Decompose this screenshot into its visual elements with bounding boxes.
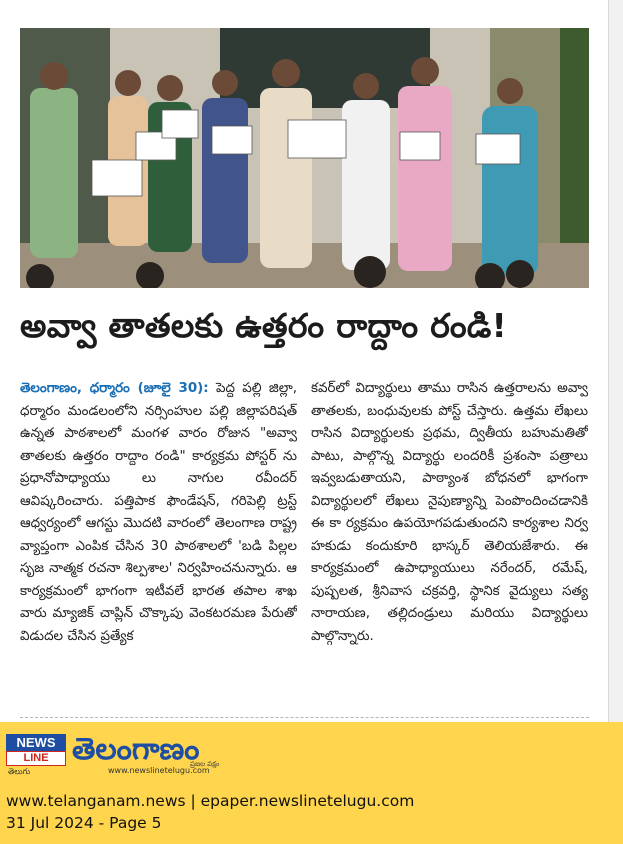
article-headline: అవ్వా తాతలకు ఉత్తరం రాద్దాం రండి!: [20, 306, 507, 345]
brand-tagline: ప్రజల పక్షం: [190, 760, 220, 768]
newsline-logo: [6, 734, 66, 776]
footer-links[interactable]: www.telanganam.news | epaper.newslinetelugu.com: [6, 792, 415, 810]
logo-line-text: LINE: [6, 751, 66, 766]
page-edge: [608, 0, 623, 722]
divider: [20, 717, 589, 718]
footer-date-page: 31 Jul 2024 - Page 5: [6, 814, 162, 832]
article-dateline: తెలంగాణం, ధర్మారం (జూలై 30):: [20, 381, 209, 396]
article-text-col1: పెద్ద పల్లి జిల్లా, ధర్మారం మండలంలోని నర్సింహుల పల్లి జిల్లాపరిషత్ ఉన్నత పాఠశాలలో మంగళ వారం రోజున "అవ్వా తాతలకు ఉత్తరం రాద్దాం రండి" కార్యక్రమ పోస్టర్ ను ప్రధానోపాధ్యాయు లు నాగుల రవీందర్ ఆవిష్కరించారు. పత్తిపాక ఫౌండేషన్, గరిపెల్లి ట్రస్ట్ ఆధ్వర్యంలో ఆగస్టు మొదటి వారంలో తెలంగాణ రాష్ట్ర వ్యాప్తంగా ఎంపిక చేసిన 30 పాఠశాలలో 'బడి పిల్లల సృజ నాత్మక రచనా శిల్పశాల' నిర్వహించనున్నారు. ఆ కార్యక్రమంలో భాగంగా ఇటీవలే భారత తపాల శాఖ వారు మ్యాజిక్ చాప్లిన్ చొక్కాపు వెంకటరమణ పేరుతో విడుదల చేసిన ప్రత్యేక: [20, 381, 297, 644]
article-text-col2: కవర్‌లో విద్యార్థులు తాము రాసిన ఉత్తరాలను అవ్వా తాతలకు, బంధువులకు పోస్ట్ చేస్తారు. ఉత్తమ లేఖలు రాసిన విద్యార్థులకు ప్రథమ, ద్వితీయ బహుమతితో పాటు, పాల్గొన్న విద్యార్థు లందరికీ ప్రశంసా పత్రాలు ఇవ్వబడుతాయని, పాఠ్యాంశ బోధనలో భాగంగా విద్యార్థులలో లేఖలు నైపుణ్యాన్ని పెంపొందించడానికి ఈ కా ర్యక్రమం ఉపయోగపడుతుందని కార్యశాల నిర్వ హకుడు కందుకూరి భాస్కర్ తెలియజేశారు. ఈ కార్యక్రమంలో ఉపాధ్యాయులు నరేందర్, రమేష్, పుష్పలత, శ్రీనివాస చక్రవర్తి, స్థానిక వైద్యులు సత్య నారాయణ, తల్లిదండ్రులు మరియు విద్యార్థులు పాల్గొన్నారు.: [311, 381, 588, 644]
logo-sub-text: తెలుగు: [8, 767, 31, 776]
brand-url: www.newslinetelugu.com: [108, 766, 210, 775]
news-photo: [20, 28, 589, 288]
article-body: [20, 378, 589, 700]
article-column-right: [311, 378, 588, 700]
group-photo-illustration: [20, 28, 589, 288]
article-column-left: [20, 378, 297, 700]
footer: [0, 722, 623, 844]
logo-news-text: NEWS: [6, 734, 66, 751]
brand-name: తెలంగాణం: [72, 732, 200, 767]
